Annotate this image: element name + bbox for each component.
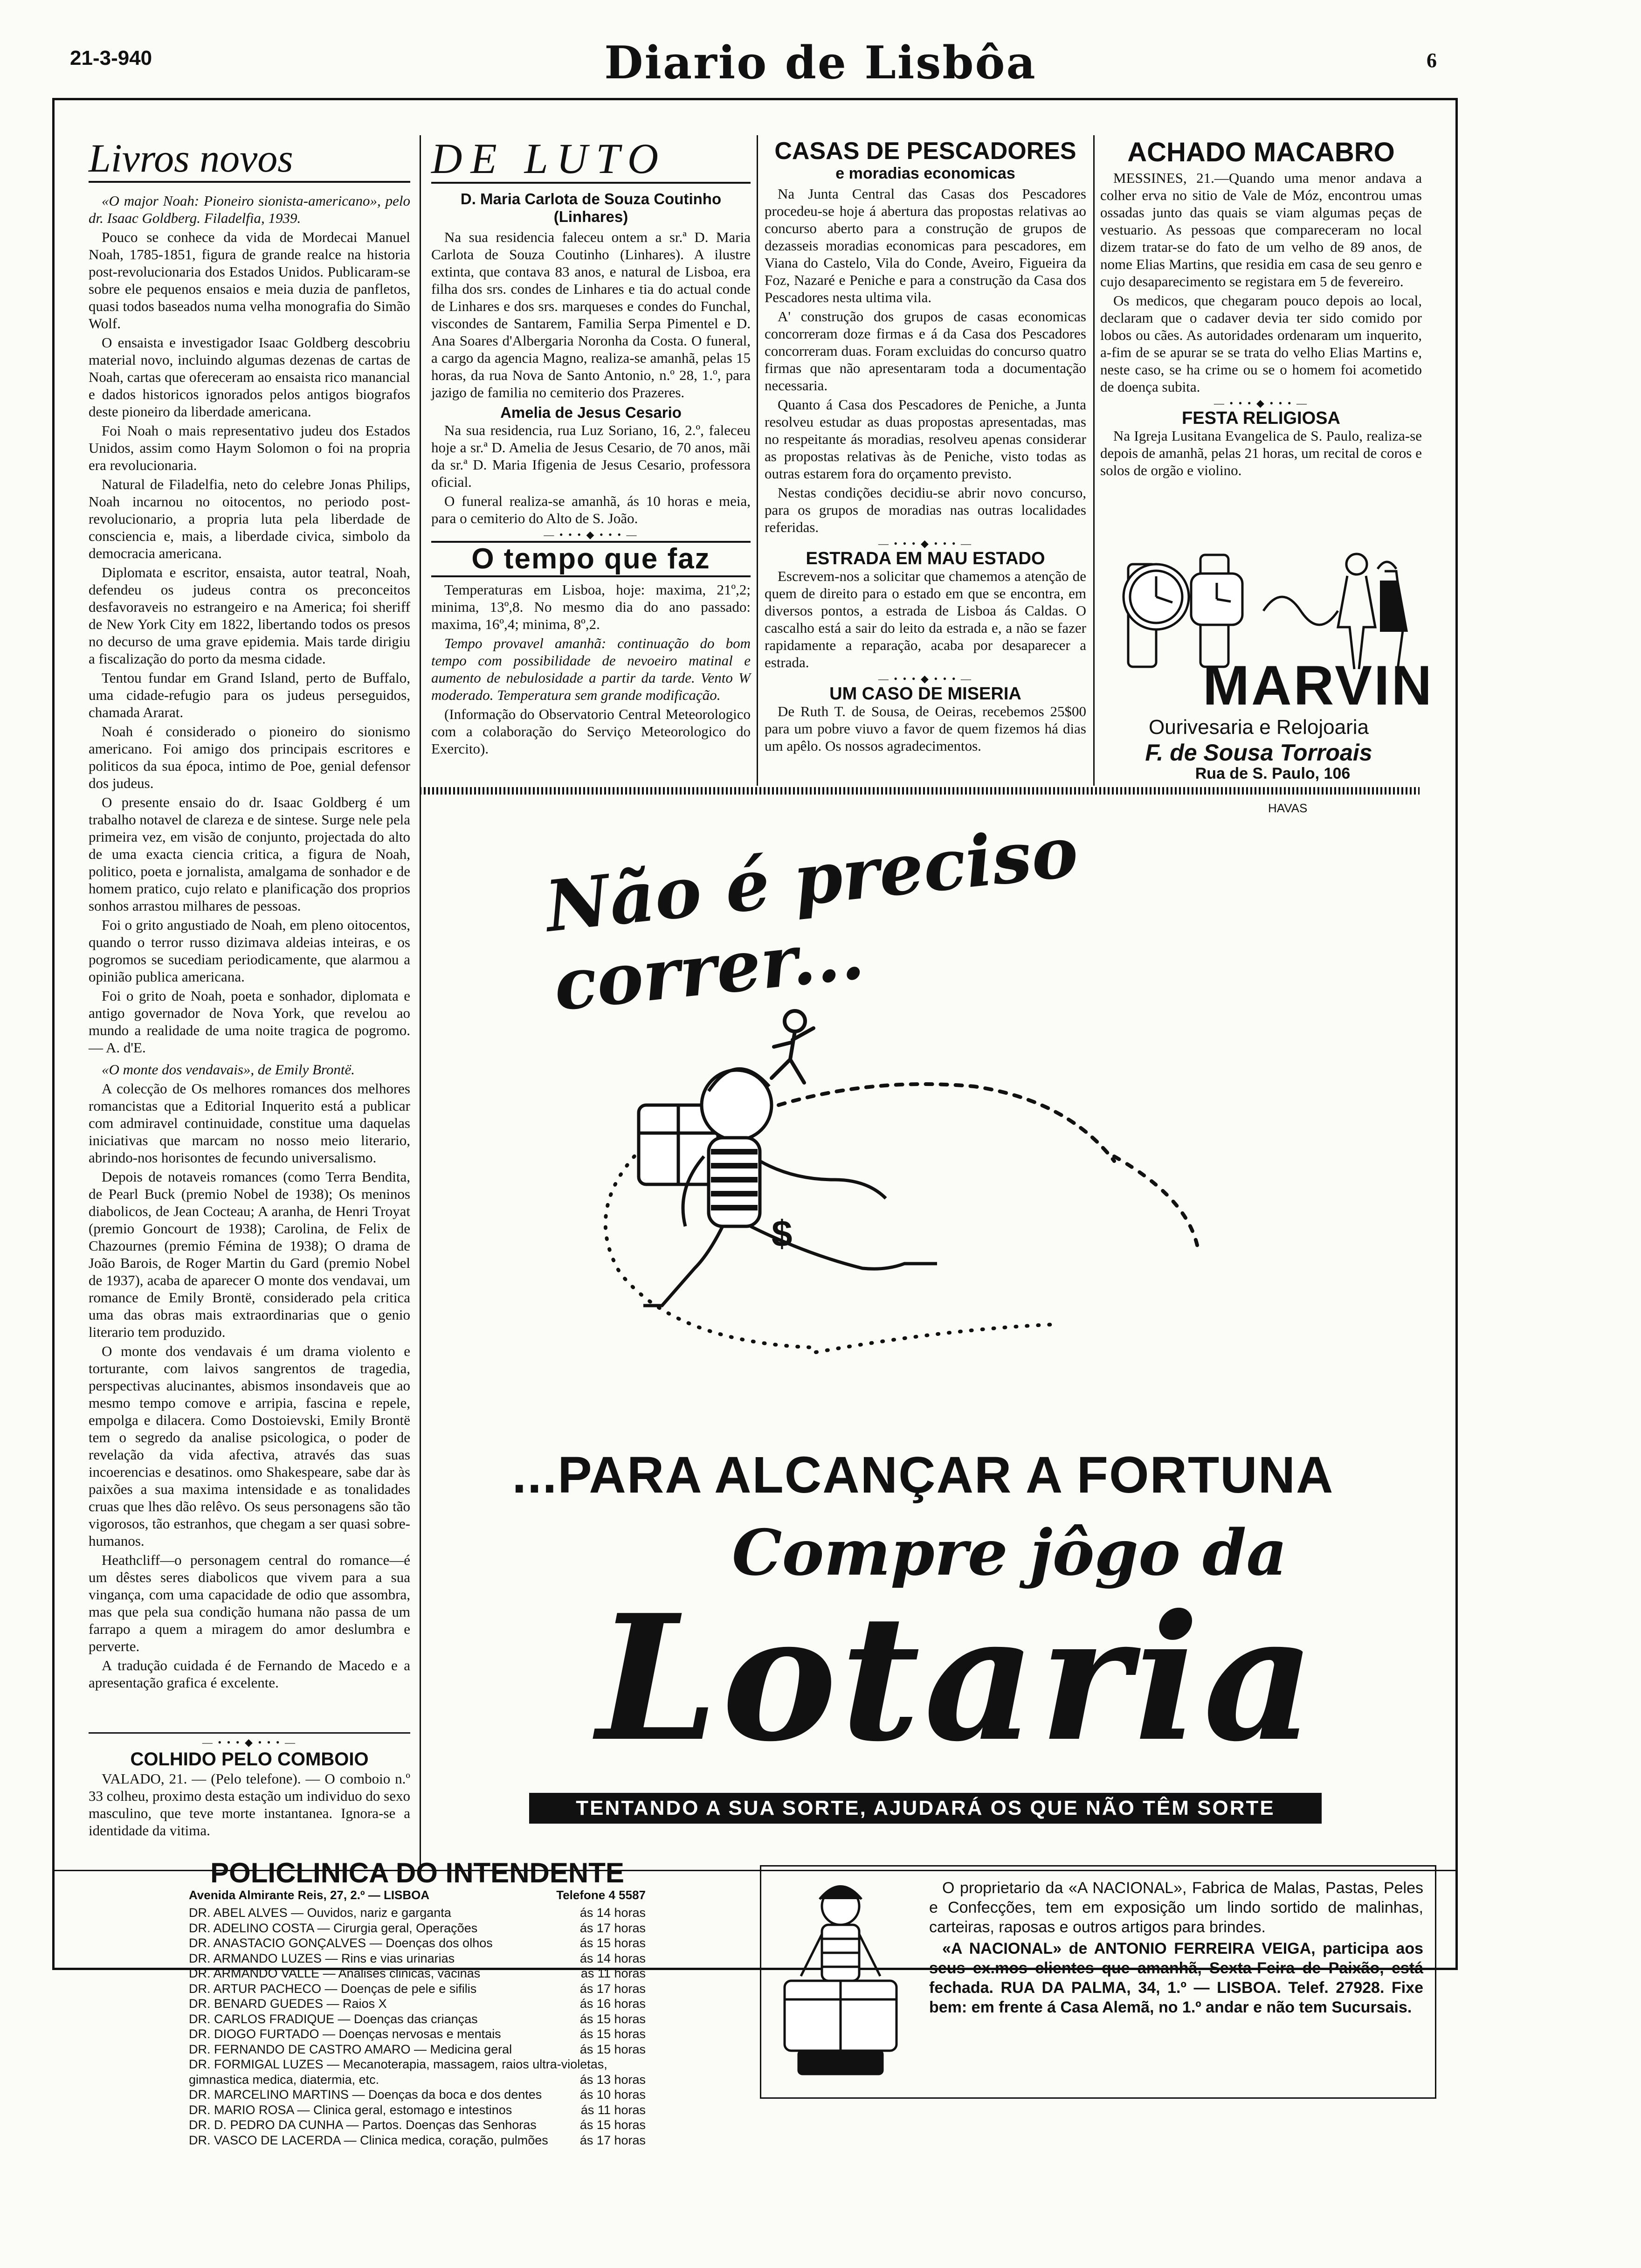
achado-title: ACHADO MACABRO xyxy=(1127,137,1395,167)
paragraph: Heathcliff—o personagem central do romance—é um dêstes seres diabolicos que vivem para a sua vingança, com uma capacidade de odio que assombra, mas que pela sua condição humana não passa de um farrapo a quem a miragem do amor deslumbra e perverte. xyxy=(89,1552,410,1654)
festa-title: FESTA RELIGIOSA xyxy=(1182,408,1340,428)
list-item: DR. ARMANDO VALLE — Analises clinicas, vacinas ás 11 horas xyxy=(189,1966,646,1980)
tempo-text: Temperaturas em Lisboa, hoje: maxima, 21º,2; minima, 13º,8. No mesmo dia do ano passado: maxima, 16º,4; minima, 8º,2. xyxy=(431,581,751,632)
estrada-text: Escrevem-nos a solicitar que chamemos a atenção de quem de direito para o estado em que se encontra, em diversos pontos, a estrada de Lisboa ás Caldas. O cascalho está a sair do leito da estrada e, a não se fazer rapidamente a reparação, acaba por desaparecer a estrada. xyxy=(765,568,1086,671)
luto-title: DE LUTO xyxy=(431,135,751,184)
ornament: — • • • ◆ • • • — xyxy=(878,673,973,685)
casas-title: CASAS DE PESCADORES xyxy=(774,138,1076,165)
casas-paragraph: Na Junta Central das Casas dos Pescadores procedeu-se hoje á abertura das propostas relativas ao concurso aberto para a construção de grupos de dezasseis moradias economicas para pescadores, em Viana do Castelo, Vila do Conde, Aveiro, Figueira da Foz, Nazaré e Peniche e para a construção da Casa dos Pescadores nesta ultima vila. xyxy=(765,186,1086,305)
paragraph: O monte dos vendavais é um drama violento e torturante, com laivos sangrentos de tragedia, perspectivas alucinantes, abismos insondaveis que ao mesmo tempo comove e arripia, fascina e repele, empolga e dilacera. Como Dostoievski, Emily Brontë tem o segredo da analise psicologica, o poder de revelação da vida afectiva, através das suas incoerencias e desatinos. omo Shakespeare, sabe dar às paixões a sua maxima intensidade e as tonalidades cruas que lhes dão relêvo. Os seus personagens são tão vigorosos, tão estranhos, que chegam a ser quasi sobre-humanos. xyxy=(89,1343,410,1549)
paragraph: Foi o grito de Noah, poeta e sonhador, diplomata e antigo governador de Nova York, que revelou ao mundo a realidade de uma noite tragica de pogromo. — A. d'E. xyxy=(89,988,410,1056)
nacional-text: «A NACIONAL» de ANTONIO FERREIRA VEIGA, participa aos seus ex.mos clientes que amanhã, Sexta-Feira de Paixão, está fechada. RUA DA PALMA, 34, 1.º — LISBOA. Telef. 27928. Fixe bem: em frente á Casa Alemã, no 1.º andar e não tem Sucursais. xyxy=(929,1940,1423,2016)
casas-subtitle: e moradias economicas xyxy=(835,165,1015,182)
paragraph: O presente ensaio do dr. Isaac Goldberg é um trabalho notavel de clareza e de sintese. Surge nele pela primeira vez, em visão de conjunto, projectada do alto de uma exacta ciencia critica, a figura de Noah, politico, poeta e jornalista, amalgama de sonhador e de homem pratico, cujo relato e planificação dos proprios sonhos arrastou milhares de pessoas. xyxy=(89,794,410,914)
list-item: DR. CARLOS FRADIQUE — Doenças das crianças ás 15 horas xyxy=(189,2012,646,2026)
list-item: DR. FERNANDO DE CASTRO AMARO — Medicina geral ás 15 horas xyxy=(189,2042,646,2056)
paragraph: Natural de Filadelfia, neto do celebre Jonas Philips, Noah incarnou no oitocentos, no periodo post-revolucionario, a propria luta pela liberdade de consciencia e, mais, a liberdade civica, simbolo da democracia americana. xyxy=(89,476,410,561)
paragraph: «O monte dos vendavais», de Emily Brontë. xyxy=(102,1061,355,1078)
agency-credit: HAVAS xyxy=(1268,801,1308,815)
paragraph: Foi o grito angustiado de Noah, em pleno oitocentos, quando o terror russo dizimava aldeias inteiras, e os pogromos se sucediam periodicamente, que alarmou a opinião publica americana. xyxy=(89,917,410,985)
list-item: DR. ARTUR PACHECO — Doenças de pele e sifilis ás 17 horas xyxy=(189,1981,646,1996)
list-item: DR. FORMIGAL LUZES — Mecanoterapia, massagem, raios ultra-violetas, gimnastica medica, diatermia, etc. ás 13 horas xyxy=(189,2057,646,2087)
comboio-text: VALADO, 21. — (Pelo telefone). — O comboio n.º 33 colheu, proximo desta estação um individuo do sexo masculino, que teve morte instantanea. Ignora-se a identidade da vitima. xyxy=(89,1770,410,1839)
issue-date: 21-3-940 xyxy=(70,47,152,69)
casas-paragraph: A' construção dos grupos de casas economicas concorreram doze firmas e á da Casa dos Pescadores concorreram duas. Foram excluidas do concurso quatro firmas que não apresentaram toda a documentação necessaria. xyxy=(765,308,1086,394)
casas-paragraph: Nestas condições decidiu-se abrir novo concurso, para os grupos de moradias nas outras localidades referidas. xyxy=(765,484,1086,535)
runner-illustration xyxy=(583,951,1282,1371)
paragraph: Noah é considerado o pioneiro do sionismo americano. Foi amigo dos principais escritores e politicos da sua época, intimo de Poe, genial defensor dos judeus. xyxy=(89,723,410,791)
chest-symbol: $ xyxy=(772,1213,793,1254)
paragraph: O ensaista e investigador Isaac Goldberg descobriu material novo, incluindo algumas dezenas de cartas de Noah, cartas que ofereceram ao ensaista rico manancial e dados historicos ignorados pelos antigos biografos deste pioneiro da liberdade americana. xyxy=(89,334,410,420)
doctors-list xyxy=(189,1905,646,2148)
newspaper-title: Diario de Lisbôa xyxy=(604,36,1037,89)
estrada-title: ESTRADA EM MAU ESTADO xyxy=(806,549,1045,568)
achado-paragraph: Os medicos, que chegaram pouco depois ao local, declaram que o cadaver devia ter sido comido por lobos ou cães. As autoridades ordenaram um inquerito, a-fim de se apurar se se trata do velho Elias Martins e, neste caso, se ha crime ou se o homem foi acometido de doença subita. xyxy=(1100,292,1422,395)
lotaria-compre: Compre jôgo da xyxy=(732,1515,1287,1590)
miseria-title: UM CASO DE MISERIA xyxy=(829,684,1021,704)
list-item: DR. D. PEDRO DA CUNHA — Partos. Doenças das Senhoras ás 15 horas xyxy=(189,2118,646,2132)
policlinica-title: POLICLINICA DO INTENDENTE xyxy=(210,1857,624,1888)
lotaria-slogan: ...PARA ALCANÇAR A FORTUNA xyxy=(512,1446,1334,1504)
paragraph: A colecção de Os melhores romances dos melhores romancistas que a Editorial Inquerito está a publicar com admiravel continuidade, constitue uma daquelas iniciativas que marcam no nosso meio literario, abrindo-nos horisontes de fecundo universalismo. xyxy=(89,1080,410,1166)
paragraph: A tradução cuidada é de Fernando de Macedo e a apresentação grafica é excelente. xyxy=(89,1657,410,1691)
paragraph: «O major Noah: Pioneiro sionista-americano», pelo dr. Isaac Goldberg. Filadelfia, 1939. xyxy=(89,193,410,226)
page-number: 6 xyxy=(1427,49,1437,72)
paragraph: Depois de notaveis romances (como Terra Bendita, de Pearl Buck (premio Nobel de 1938); Os meninos diabolicos, de Jean Cocteau; A aranha, de Henri Troyat (premio Goncourt de 1938); Carolina, de Felix de Chazournes (premio Fémina de 1938); O drama de João Barois, de Roger Martin du Gard (premio Nobel de 1937), acaba de aparecer O monte dos vendavai, um romance de Emily Brontë, considerado pela critica uma das obras mais extraordinarias que o genio literario tem produzido. xyxy=(89,1169,410,1340)
luto-subtitle: D. Maria Carlota de Souza Coutinho (Linhares) xyxy=(460,190,722,225)
ornament: — • • • ◆ • • • — xyxy=(202,1736,297,1748)
casas-paragraph: Quanto á Casa dos Pescadores de Peniche, a Junta resolveu estudar as duas propostas apresentadas, mas no respeitante ás moradias, resolveu apenas considerar as propostas relativas às de Peniche, visto todas as outras estarem fora do orçamento previsto. xyxy=(765,396,1086,482)
policlinica-ad xyxy=(189,1858,646,2148)
list-item: DR. ARMANDO LUZES — Rins e vias urinarias ás 14 horas xyxy=(189,1951,646,1965)
list-item: DR. MARCELINO MARTINS — Doenças da boca e dos dentes ás 10 horas xyxy=(189,2088,646,2102)
policlinica-phone: Telefone 4 5587 xyxy=(556,1888,646,1902)
list-item: DR. BENARD GUEDES — Raios X ás 16 horas xyxy=(189,1997,646,2011)
list-item: DR. MARIO ROSA — Clinica geral, estomago e intestinos ás 11 horas xyxy=(189,2102,646,2117)
column-rule xyxy=(420,135,421,1870)
list-item: DR. DIOGO FURTADO — Doenças nervosas e mentais ás 15 horas xyxy=(189,2027,646,2041)
column-rule xyxy=(757,135,758,786)
ornament: — • • • ◆ • • • — xyxy=(878,538,973,549)
tempo-text: Tempo provavel amanhã: continuação do bom tempo com possibilidade de nevoeiro matinal e aumento de nebulosidade a partir da tarde. Vento W moderado. Temperatura sem grande modificação. xyxy=(431,635,751,703)
list-item: DR. ADELINO COSTA — Cirurgia geral, Operações ás 17 horas xyxy=(189,1921,646,1935)
marvin-ad xyxy=(1096,536,1434,782)
tempo-title: O tempo que faz xyxy=(431,541,751,577)
column-rule xyxy=(1093,135,1095,786)
livros-title: Livros novos xyxy=(89,135,410,183)
nacional-text: O proprietario da «A NACIONAL», Fabrica de Malas, Pastas, Peles e Confecções, tem em exposição um lindo sortido de malinhas, carteiras, raposas e outros artigos para brindes. xyxy=(929,1879,1423,1936)
marvin-brand: MARVIN xyxy=(1203,654,1434,717)
marvin-line2: F. de Sousa Torroais xyxy=(1145,740,1372,766)
paragraph: Tentou fundar em Grand Island, perto de Buffalo, uma cidade-refugio para os judeus perseguidos, chamada Ararat. xyxy=(89,670,410,720)
lotaria-ad xyxy=(429,797,1420,1851)
luto-text: O funeral realiza-se amanhã, ás 10 horas e meia, para o cemiterio do Alto de S. João. xyxy=(431,493,751,526)
ornament: — • • • ◆ • • • — xyxy=(544,529,638,540)
luto-subtitle: Amelia de Jesus Cesario xyxy=(500,404,682,421)
list-item: DR. VASCO DE LACERDA — Clinica medica, coração, pulmões ás 17 horas xyxy=(189,2133,646,2147)
list-item: DR. ABEL ALVES — Ouvidos, nariz e garganta ás 14 horas xyxy=(189,1906,646,1920)
boy-suitcase-illustration xyxy=(771,1878,910,2083)
luto-text: Na sua residencia, rua Luz Soriano, 16, 2.º, faleceu hoje a sr.ª D. Amelia de Jesus Cesario, de 70 anos, mãi da sr.ª D. Maria Ifigenia de Jesus Cesario, professora oficial. xyxy=(431,422,751,490)
policlinica-address: Avenida Almirante Reis, 27, 2.º — LISBOA xyxy=(189,1888,430,1902)
miseria-text: De Ruth T. de Sousa, de Oeiras, recebemos 25$00 para um pobre viuvo a favor de quem fizemos há dias um apêlo. Os nossos agradecimentos. xyxy=(765,703,1086,754)
marvin-line1: Ourivesaria e Relojoaria xyxy=(1149,716,1369,739)
lotaria-banner: TENTANDO A SUA SORTE, AJUDARÁ OS QUE NÃO TÊM SORTE xyxy=(529,1793,1322,1824)
nacional-ad xyxy=(760,1865,1436,2099)
ornament: — • • • ◆ • • • — xyxy=(1214,397,1309,409)
paragraph: Foi Noah o mais representativo judeu dos Estados Unidos, assim como Haym Solomon o foi na propria era revolucionaria. xyxy=(89,422,410,473)
paragraph: Diplomata e escritor, ensaista, autor teatral, Noah, defendeu os judeus contra os preconceitos desfavoraveis no estrangeiro e na America; foi sheriff de New York City em 1822, libertando todos os presos no decurso de uma grave epidemia. Mais tarde dirigiu a fiscalização do porto da mesma cidade. xyxy=(89,564,410,667)
tempo-text: (Informação do Observatorio Central Meteorologico com a colaboração do Serviço Meteorologico do Exercito). xyxy=(431,706,751,757)
livros-article xyxy=(89,192,410,1691)
lotaria-headline: Não é preciso correr... xyxy=(541,810,1082,1027)
achado-paragraph: MESSINES, 21.—Quando uma menor andava a colher erva no sitio de Vale de Móz, encontrou umas ossadas junto das quais se viam algumas peças de vestuario. As pessoas que compareceram no local dizem tratar-se do fato de um velho de 89 anos, de nome Elias Martins, que residia em casa de seu genro e cujo desaparecimento se registara em 5 de fevereiro. xyxy=(1100,170,1422,290)
luto-text: Na sua residencia faleceu ontem a sr.ª D. Maria Carlota de Souza Coutinho (Linhares). A ilustre extinta, que contava 83 anos, e natural de Lisboa, era filha dos srs. condes de Linhares e tia do actual conde de Linhares e dos srs. marqueses e condes do Funchal, viscondes de Santarem, Familia Serpa Pimentel e D. Ana Soares d'Albergaria Noronha da Costa. O funeral, a cargo da agencia Magno, realiza-se amanhã, pelas 15 horas, da rua Nova de Santo Antonio, n.º 28, 1.º, para jazigo de familia no cemiterio dos Prazeres. xyxy=(431,229,751,401)
comboio-title: COLHIDO PELO COMBOIO xyxy=(130,1749,369,1770)
festa-text: Na Igreja Lusitana Evangelica de S. Paulo, realiza-se depois de amanhã, pelas 21 horas, um recital de coros e solos de orgão e violino. xyxy=(1100,428,1422,478)
lotaria-word: Lotaria xyxy=(597,1577,1319,1780)
marvin-line3: Rua de S. Paulo, 106 xyxy=(1195,765,1351,782)
paragraph: Pouco se conhece da vida de Mordecai Manuel Noah, 1785-1851, figura de grande realce na historia post-revolucionaria dos Estados Unidos. Publicaram-se sobre ele pequenos ensaios e meia duzia de panfletos, quasi todos baseados numa velha monografia do Simão Wolf. xyxy=(89,229,410,332)
list-item: DR. ANASTACIO GONÇALVES — Doenças dos olhos ás 15 horas xyxy=(189,1936,646,1950)
